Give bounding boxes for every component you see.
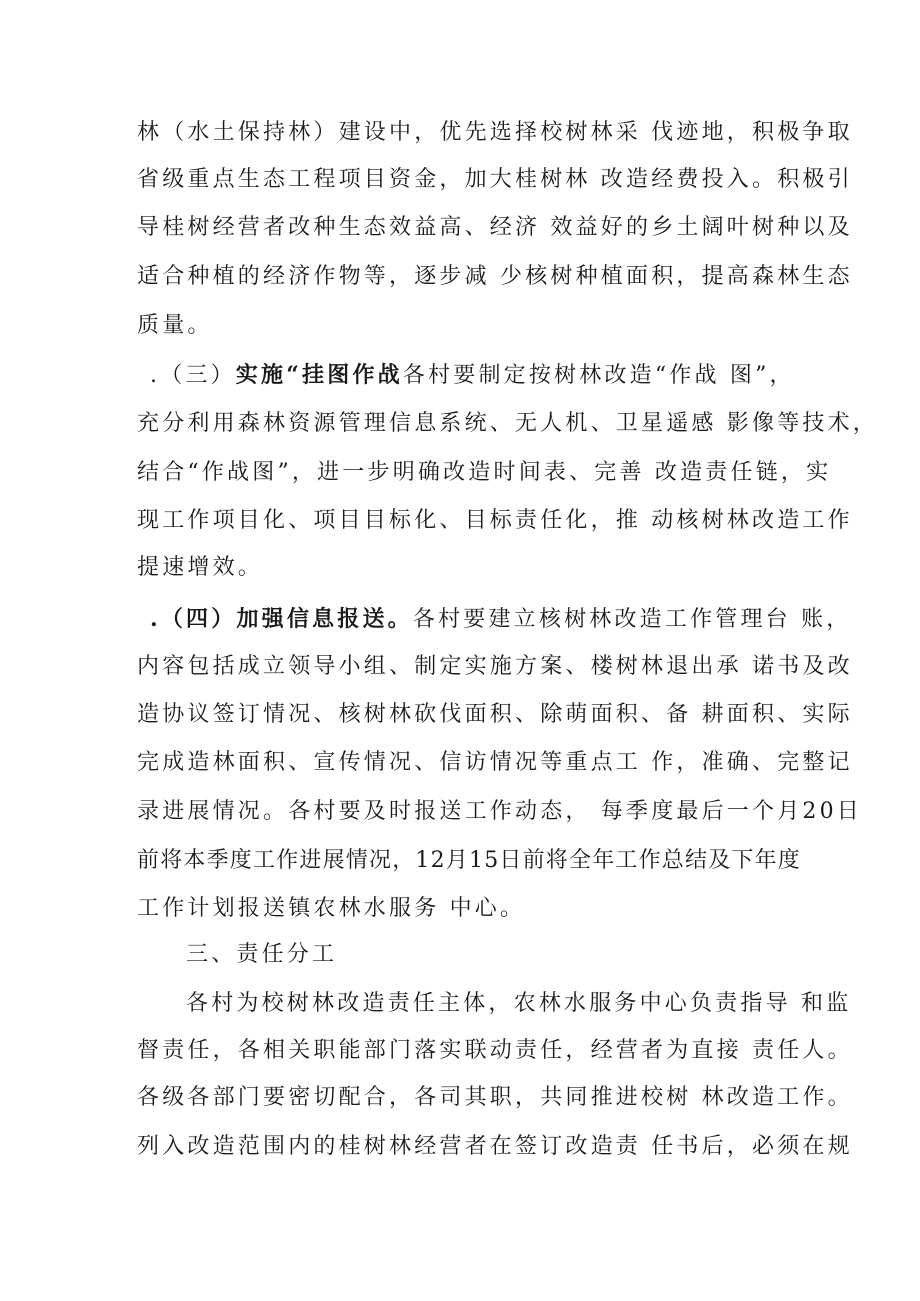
section-heading-line — [150, 604, 851, 635]
section-heading: .（四）加强信息报送。 — [150, 606, 413, 632]
body-text-line: 录进展情况。各村要及时报送工作动态， 每季度最后一个月20日 — [137, 799, 862, 824]
body-text-line: 工作计划报送镇农林水服务 中心。 — [137, 896, 526, 921]
section-heading-line — [150, 360, 795, 391]
body-text-line: 结合“作战图”，进一步明确改造时间表、完善 改造责任链，实 — [137, 460, 832, 485]
body-text-line: 现工作项目化、项目目标化、目标责任化，推 动核树林改造工作 — [137, 508, 853, 533]
body-text-line: 各村为校树林改造责任主体，农林水服务中心负责指导 和监 — [186, 991, 852, 1016]
body-text-line: 导桂树经营者改种生态效益高、经济 效益好的乡土阔叶树种以及 — [137, 215, 853, 240]
body-text-line: 适合种植的经济作物等，逐步减 少核树种植面积，提高森林生态 — [137, 264, 853, 289]
body-text-line: 内容包括成立领导小组、制定实施方案、楼树林退出承 诺书及改 — [137, 654, 853, 679]
body-text: 各村要建立核树林改造工作管理台 账， — [412, 607, 852, 632]
body-text: 各村要制定按树林改造“作战 图”， — [402, 363, 795, 388]
body-text-line: 各级各部门要密切配合，各司其职，共同推进校树 林改造工作。 — [137, 1085, 853, 1110]
body-text-line: 省级重点生态工程项目资金，加大桂树林 改造经费投入。积极引 — [137, 167, 853, 192]
body-text-line: 质量。 — [137, 313, 213, 338]
section-heading: 实施“挂图作战 — [235, 362, 403, 388]
body-text-line: 督责任，各相关职能部门落实联动责任，经营者为直接 责任人。 — [137, 1038, 853, 1063]
body-text-line: 列入改造范围内的桂树林经营者在签订改造责 任书后，必须在规 — [137, 1134, 853, 1159]
body-text-line: 造协议签订情况、核树林砍伐面积、除萌面积、备 耕面积、实际 — [137, 702, 853, 727]
body-text-line: 提速增效。 — [137, 555, 264, 580]
body-text-line: 完成造林面积、宣传情况、信访情况等重点工 作，准确、完整记 — [137, 750, 853, 775]
body-text-line: 充分利用森林资源管理信息系统、无人机、卫星遥感 影像等技术， — [137, 411, 878, 436]
section-title: 三、责任分工 — [186, 942, 338, 967]
body-text-line: 林（水土保持林）建设中，优先选择校树林采 伐迹地，积极争取 — [137, 120, 853, 145]
body-text-line: 前将本季度工作进展情况，12月15日前将全年工作总结及下年度 — [137, 848, 801, 873]
heading-number: .（三） — [150, 363, 236, 388]
